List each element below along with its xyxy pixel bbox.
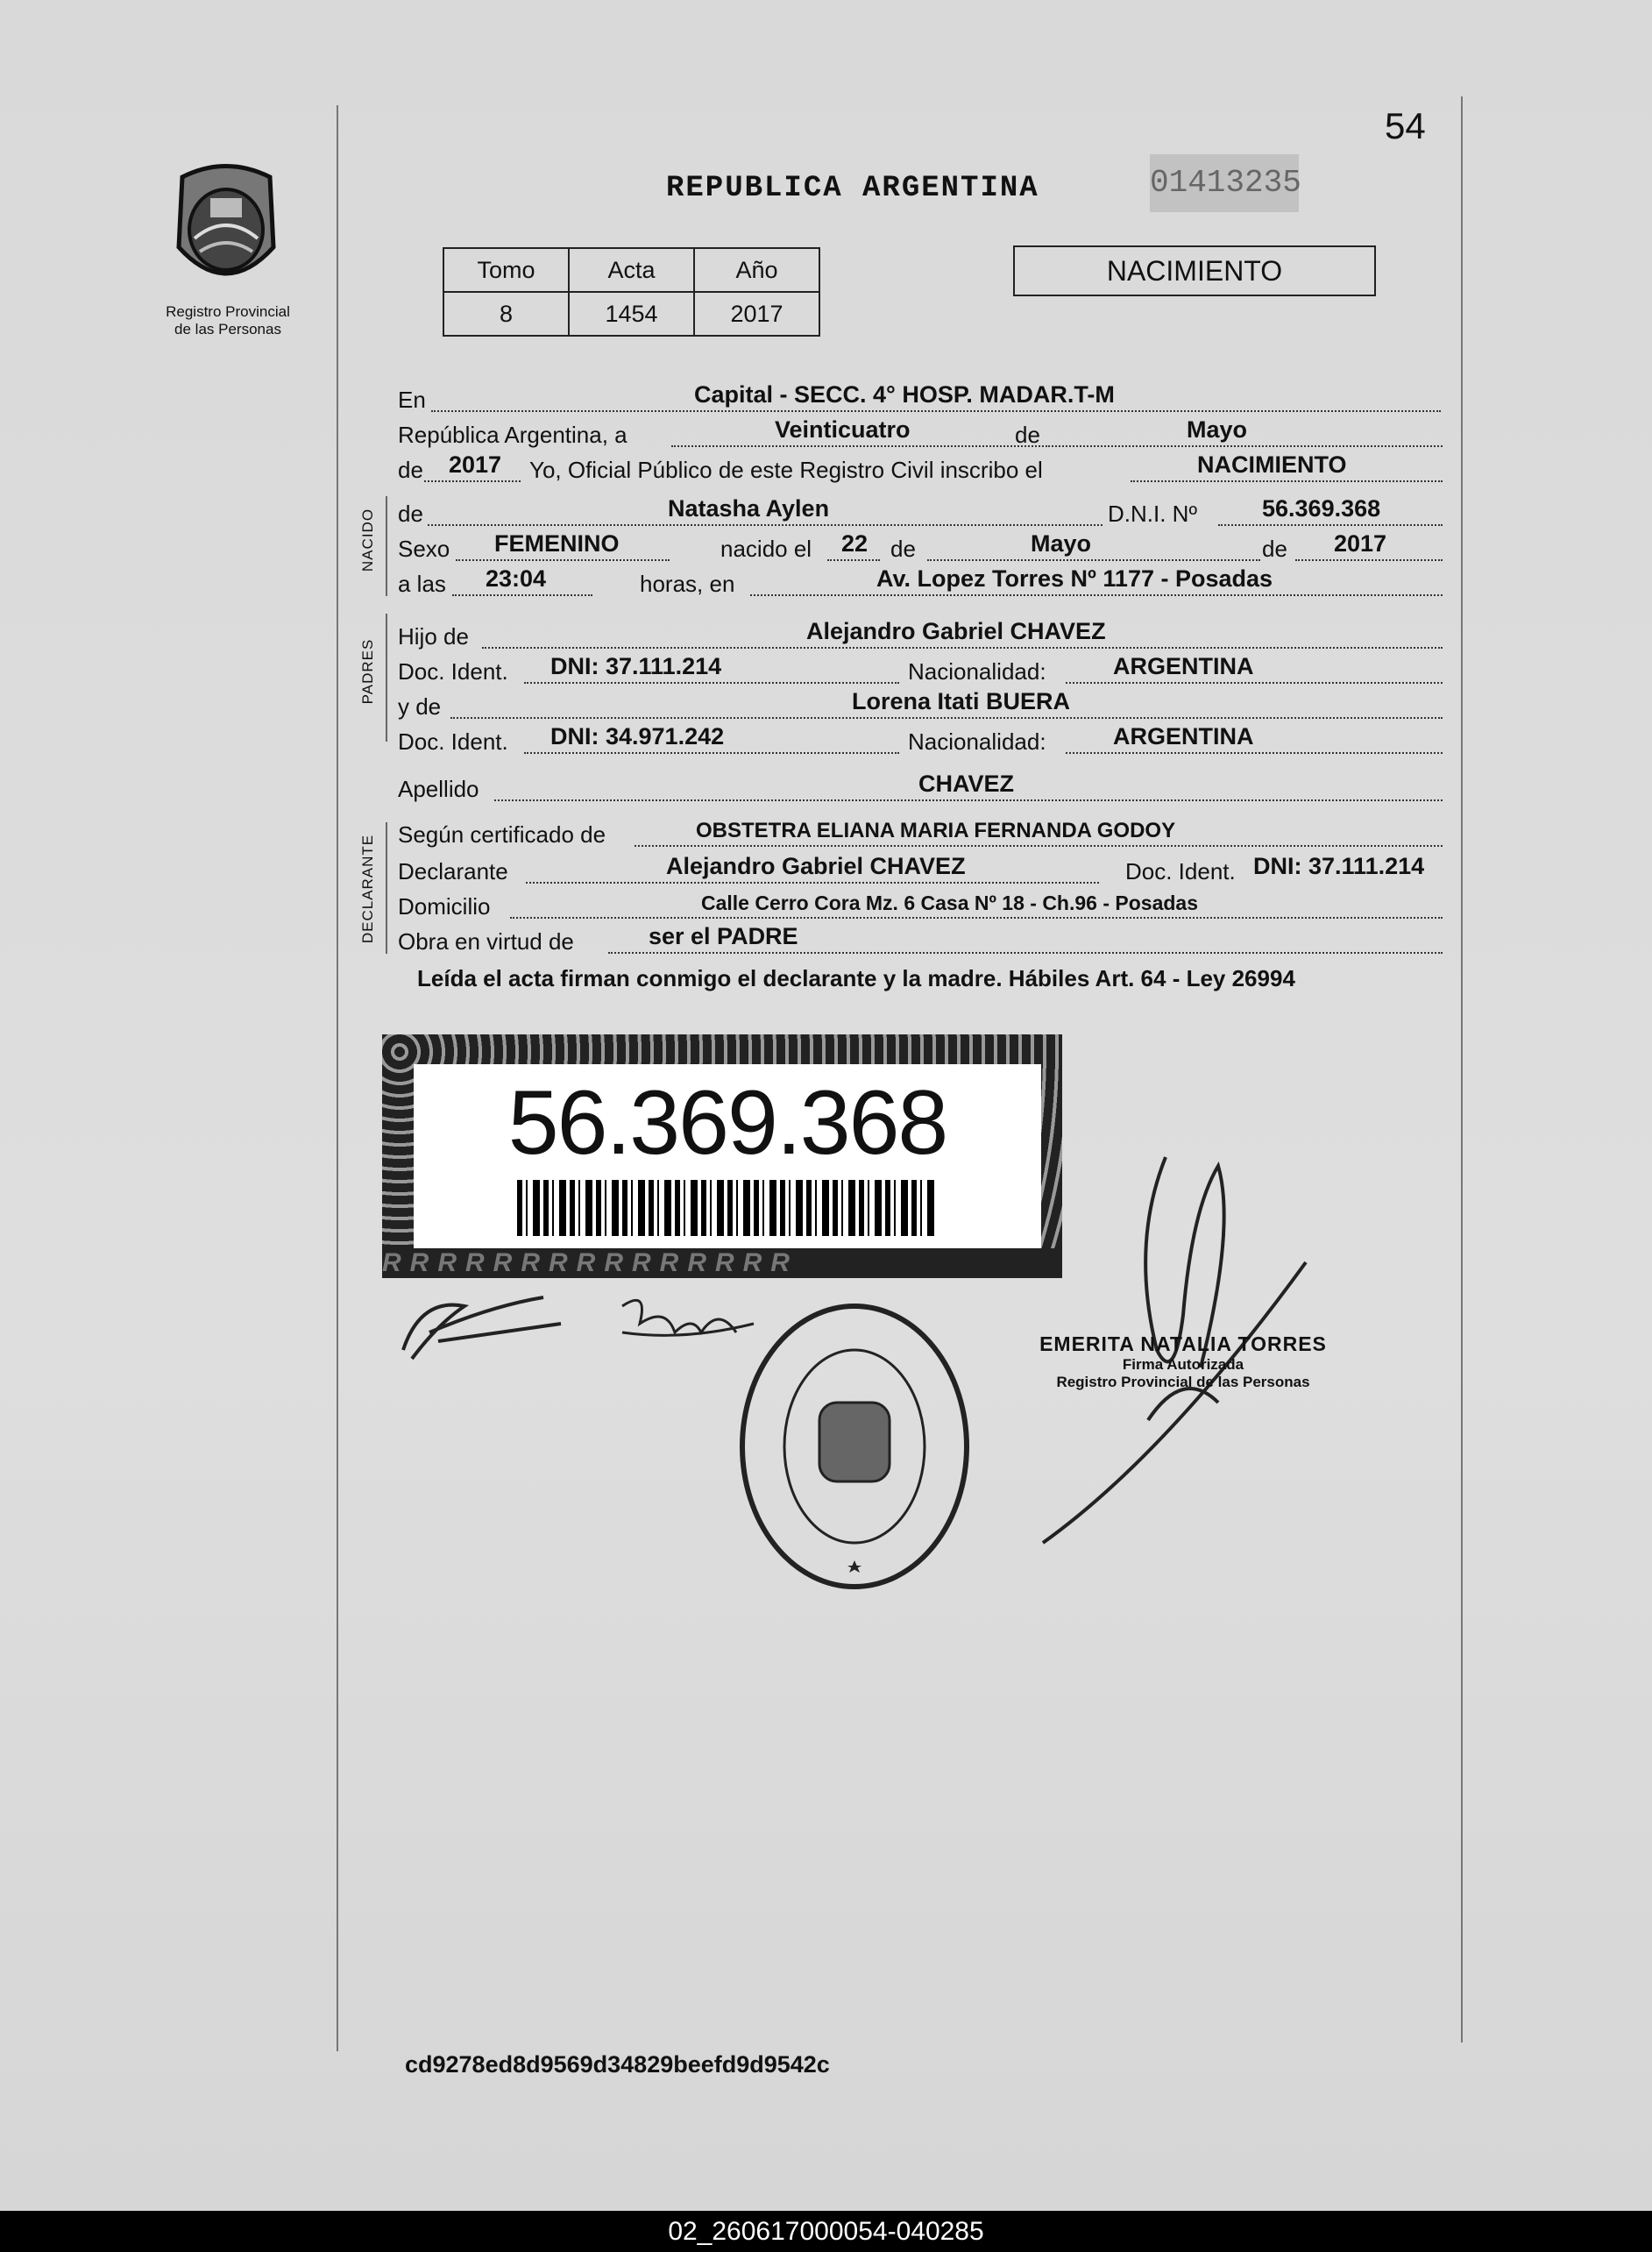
- closing-statement: Leída el acta firman conmigo el declarante y la madre. Hábiles Art. 64 - Ley 26994: [417, 965, 1295, 991]
- label-certificado: Según certificado de: [398, 821, 606, 848]
- authority-name: EMERITA NATALIA TORRES: [1039, 1332, 1327, 1355]
- value-declarante: Alejandro Gabriel CHAVEZ: [666, 853, 966, 879]
- value-madre: Lorena Itati BUERA: [852, 688, 1071, 714]
- label-de-anio-nac: de: [1262, 536, 1287, 562]
- province-coat-of-arms-icon: [165, 160, 287, 300]
- row-y-de: [398, 689, 1443, 724]
- value-certificado: OBSTETRA ELIANA MARIA FERNANDA GODOY: [696, 819, 1176, 842]
- label-de-anio: de: [398, 457, 423, 483]
- value-anio-nac: 2017: [1334, 530, 1387, 557]
- value-nacimiento: NACIMIENTO: [1197, 451, 1347, 478]
- row-nacido-hora: [398, 566, 1443, 601]
- row-apellido: [398, 771, 1443, 806]
- registry-table: [443, 247, 820, 337]
- label-doc-padre: Doc. Ident.: [398, 658, 508, 685]
- certificate-type-box: NACIMIENTO: [1013, 245, 1376, 296]
- label-de-nombre: de: [398, 501, 423, 527]
- value-dia-texto: Veinticuatro: [775, 416, 911, 443]
- authority-block: [1008, 1332, 1358, 1391]
- value-apellido: CHAVEZ: [918, 771, 1015, 797]
- label-horas-en: horas, en: [640, 571, 735, 597]
- value-nombre: Natasha Aylen: [668, 495, 830, 522]
- value-madre-doc: DNI: 34.971.242: [550, 723, 725, 749]
- document-hash: cd9278ed8d9569d34829beefd9d9542c: [405, 2051, 830, 2078]
- label-hijo-de: Hijo de: [398, 623, 469, 650]
- value-dni: 56.369.368: [1262, 495, 1381, 522]
- label-declarante: Declarante: [398, 858, 508, 884]
- dni-label-strip: RRRRRRRRRRRRRRR: [382, 1248, 1062, 1278]
- row-madre-doc: [398, 724, 1443, 759]
- signature-left-icon: [386, 1271, 596, 1368]
- value-anio-inscripcion: 2017: [449, 451, 502, 478]
- value-padre-nac: ARGENTINA: [1113, 653, 1254, 679]
- label-de-mes: de: [890, 536, 916, 562]
- row-nacido-nombre: [398, 496, 1443, 531]
- label-apellido: Apellido: [398, 776, 479, 802]
- label-de: de: [1015, 422, 1040, 448]
- value-sexo: FEMENINO: [494, 530, 620, 557]
- official-stamp-icon: [736, 1297, 973, 1595]
- row-padre-doc: [398, 654, 1443, 689]
- logo-caption-line1: Registro Provincial: [166, 303, 290, 320]
- row-en: [398, 382, 1443, 417]
- label-oficial: Yo, Oficial Público de este Registro Civil inscribo el: [529, 457, 1043, 483]
- dni-number-label: [382, 1034, 1062, 1278]
- registry-header-acta: Acta: [569, 248, 694, 292]
- left-margin-line: [337, 105, 338, 2051]
- label-en: En: [398, 387, 426, 413]
- registry-header-anio: Año: [694, 248, 819, 292]
- row-declarante: [398, 854, 1443, 889]
- logo-caption-line2: de las Personas: [174, 321, 281, 337]
- authority-role: Firma Autorizada: [1122, 1356, 1244, 1373]
- label-nacido-el: nacido el: [720, 536, 812, 562]
- value-lugar: Av. Lopez Torres Nº 1177 - Posadas: [876, 565, 1273, 592]
- label-nac-padre: Nacionalidad:: [908, 658, 1046, 685]
- authority-org: Registro Provincial de las Personas: [1056, 1374, 1310, 1390]
- row-obra: [398, 924, 1443, 959]
- label-obra: Obra en virtud de: [398, 928, 574, 955]
- registry-value-anio: 2017: [694, 292, 819, 336]
- dni-label-number: 56.369.368: [507, 1072, 947, 1174]
- value-obra: ser el PADRE: [649, 923, 798, 949]
- registry-value-acta: 1454: [569, 292, 694, 336]
- label-domicilio: Domicilio: [398, 893, 491, 920]
- value-hora: 23:04: [486, 565, 547, 592]
- row-certificado: [398, 817, 1443, 852]
- row-inscripcion: [398, 452, 1443, 487]
- label-doc-declarante: Doc. Ident.: [1125, 858, 1236, 884]
- label-doc-madre: Doc. Ident.: [398, 728, 508, 755]
- barcode-icon: [517, 1180, 938, 1236]
- row-domicilio: [398, 889, 1443, 924]
- row-hijo-de: [398, 619, 1443, 654]
- right-margin-line: [1461, 96, 1463, 2042]
- value-domicilio: Calle Cerro Cora Mz. 6 Casa Nº 18 - Ch.96 - Posadas: [701, 892, 1198, 914]
- value-mes: Mayo: [1187, 416, 1248, 443]
- row-fecha: [398, 417, 1443, 452]
- footer-filename: 02_260617000054-040285: [668, 2217, 984, 2246]
- logo-caption: [140, 303, 316, 338]
- label-dni: D.N.I. Nº: [1108, 501, 1197, 527]
- label-a-las: a las: [398, 571, 446, 597]
- registry-value-tomo: 8: [443, 292, 569, 336]
- section-padres-label: PADRES: [359, 638, 376, 705]
- value-dia-nac: 22: [841, 530, 869, 557]
- document-title: REPUBLICA ARGENTINA: [666, 172, 1039, 205]
- section-declarante-label: DECLARANTE: [359, 834, 376, 944]
- value-padre: Alejandro Gabriel CHAVEZ: [806, 618, 1106, 644]
- label-y-de: y de: [398, 693, 442, 720]
- section-nacido-label: NACIDO: [359, 508, 376, 572]
- serial-number: 01413235: [1150, 154, 1299, 212]
- value-padre-doc: DNI: 37.111.214: [550, 653, 722, 679]
- value-madre-nac: ARGENTINA: [1113, 723, 1254, 749]
- value-en: Capital - SECC. 4° HOSP. MADAR.T-M: [694, 381, 1115, 408]
- label-rep-arg: República Argentina, a: [398, 422, 627, 448]
- label-sexo: Sexo: [398, 536, 450, 562]
- page-number: 54: [1385, 105, 1426, 146]
- value-doc-declarante: DNI: 37.111.214: [1253, 853, 1425, 879]
- value-mes-nac: Mayo: [1031, 530, 1092, 557]
- row-nacido-sexo: [398, 531, 1443, 566]
- registry-header-tomo: Tomo: [443, 248, 569, 292]
- label-nac-madre: Nacionalidad:: [908, 728, 1046, 755]
